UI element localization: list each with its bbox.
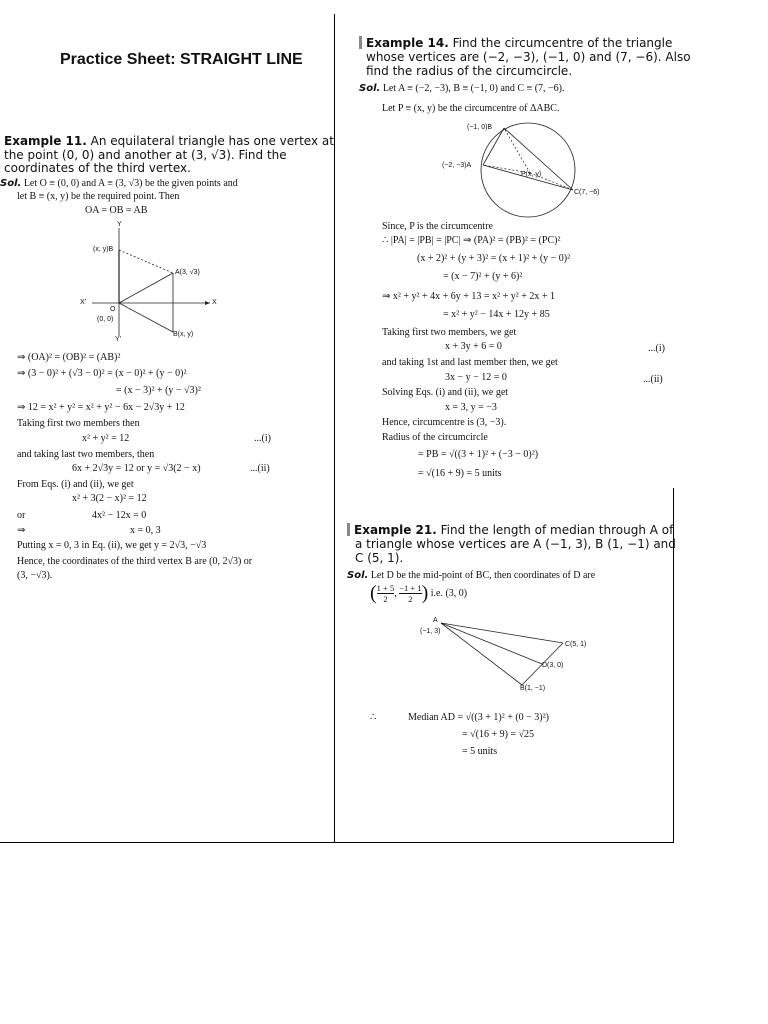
ex11-fig-y: Y: [117, 221, 122, 228]
ex11-line-18: (3, −√3).: [17, 570, 53, 581]
ex14-pb: [504, 128, 530, 173]
ex14-line-12: Solving Eqs. (i) and (ii), we get: [382, 387, 509, 398]
ex11-heading-line2: the point (0, 0) and another at (3, √3). Find the: [4, 148, 287, 162]
ex14-line-14: Hence, circumcentre is (3, −3).: [382, 417, 507, 428]
ex11-line-17: Hence, the coordinates of the third vertex B are (0, 2√3) or: [17, 556, 253, 567]
ex11-line-15: x = 0, 3: [130, 525, 161, 536]
ex11-sol-text1: Let O ≡ (0, 0) and A ≡ (3, √3) be the given points and: [23, 178, 238, 189]
ex11-line-9: ...(ii): [250, 463, 270, 474]
ex11-line-10: From Eqs. (i) and (ii), we get: [17, 479, 134, 490]
ex14-heading: [359, 36, 672, 50]
ex21-sol-line1: [347, 570, 595, 581]
ex14-line-5: = x² + y² − 14x + 12y + 85: [443, 309, 550, 320]
ex21-ac: [441, 623, 563, 643]
ex11-line-11: x² + 3(2 − x)² = 12: [72, 493, 147, 504]
ex14-line-6: Taking first two members, we get: [382, 327, 517, 338]
ex11-oa: [119, 273, 173, 303]
ex14-line-16: = PB = √((3 + 1)² + (−3 − 0)²): [418, 449, 539, 460]
ex11-fig-b2: B(x, y): [173, 331, 194, 338]
ex14-line-11: ...(ii): [643, 374, 663, 385]
ex14-line-15: Radius of the circumcircle: [382, 432, 488, 443]
ex21-fig-a: A: [433, 617, 438, 624]
ex14-line-3: = (x − 7)² + (y + 6)²: [443, 271, 523, 282]
ex14-line-13: x = 3, y = −3: [445, 402, 497, 413]
ex11-line-16: Putting x = 0, 3 in Eq. (ii), we get y = 2√3, −√3: [17, 540, 207, 551]
ex14-line-9: and taking 1st and last member then, we get: [382, 357, 558, 368]
ex11-line-5: x² + y² = 12: [82, 433, 130, 444]
ex11-heading: [4, 134, 334, 148]
ex14-sol-line1: [359, 83, 565, 94]
ex21-ab: [441, 623, 522, 685]
ex14-fig-a: (−2, −3)A: [442, 162, 472, 169]
ex21-heading-line2: a triangle whose vertices are A (−1, 3), B (1, −1) and: [355, 537, 676, 551]
ex14-heading-line2: whose vertices are (−2, −3), (−1, 0) and (7, −6). Also: [366, 50, 691, 64]
ex11-line-3: ⇒ 12 = x² + y² = x² + y² − 6x − 2√3y + 12: [17, 402, 185, 413]
ex11-fig-yneg: Y': [115, 336, 122, 343]
ex11-label: Example 11.: [4, 134, 87, 148]
ex21-fig-b: B(1, −1): [520, 685, 546, 692]
ex14-line-10: 3x − y − 12 = 0: [445, 372, 507, 383]
ex11-fig-a: A(3, √3): [175, 269, 200, 276]
ex14-circumcircle: [481, 123, 575, 217]
ex21-frac1: $\frac{1 + 5}{2}$: [376, 583, 395, 604]
ex21-line-0: ∴: [370, 712, 377, 723]
ex11-heading-line3: coordinates of the third vertex.: [4, 161, 191, 175]
ex14-fig-p: P(x, y): [521, 171, 542, 178]
ex21-frac2: $\frac{-1 + 1}{2}$: [399, 583, 422, 604]
ex11-eq-oa: OA = OB = AB: [85, 205, 148, 216]
ex21-fig-c: C(5, 1): [565, 641, 587, 648]
ex11-fig-b1: (x, y)B: [93, 246, 114, 253]
ex14-sol-text1: Let A ≡ (−2, −3), B ≡ (−1, 0) and C ≡ (7, −6).: [382, 83, 565, 94]
ex21-sol-label: Sol.: [347, 570, 369, 581]
column-divider: [334, 14, 335, 843]
ex11-fig-o: O: [110, 306, 116, 313]
ex21-fig-d: D(3, 0): [542, 662, 564, 669]
ex11-line-14: ⇒: [17, 525, 26, 536]
ex14-label: Example 14.: [366, 36, 449, 50]
ex14-line-17: = √(16 + 9) = 5 units: [418, 468, 502, 479]
ex11-line-6: ...(i): [254, 433, 271, 444]
ex21-heading-line3: C (5, 1).: [355, 551, 404, 565]
ex21-midpoint: ( $\frac{1 + 5}{2}$ , $\frac{-1 + 1}{2}$ ) i.e. (3, 0): [370, 582, 468, 604]
ex14-heading-line3: find the radius of the circumcircle.: [366, 64, 573, 78]
ex11-heading-line1: An equilateral triangle has one vertex at: [90, 134, 334, 148]
ex21-line-1: Median AD = √((3 + 1)² + (0 − 3)²): [408, 712, 549, 723]
ex14-line-8: ...(i): [648, 343, 665, 354]
ex14-line-4: ⇒ x² + y² + 4x + 6y + 13 = x² + y² + 2x + 1: [382, 291, 555, 302]
bottom-border-line: [0, 842, 674, 843]
ex14-heading-line1: Find the circumcentre of the triangle: [452, 36, 673, 50]
ex14-heading-bar: [359, 36, 362, 49]
ex11-fig-origin: (0, 0): [97, 316, 114, 323]
ex21-ie: i.e. (3, 0): [430, 588, 468, 599]
ex11-fig-x: X: [212, 299, 217, 306]
ex11-sol-line2: let B ≡ (x, y) be the required point. Then: [17, 191, 180, 202]
ex14-line-7: x + 3y + 6 = 0: [445, 341, 502, 352]
ex21-line-3: = 5 units: [462, 746, 498, 757]
ex11-line-12: or: [17, 510, 26, 521]
ex11-x-arrow: [205, 301, 210, 305]
ex21-line-2: = √(16 + 9) = √25: [462, 729, 535, 740]
ex11-line-4: Taking first two members then: [17, 418, 140, 429]
ex21-heading-line1: Find the length of median through A of: [440, 523, 674, 537]
ex11-fig-xneg: X': [80, 299, 87, 306]
ex21-heading: [347, 523, 673, 537]
ex21-heading-bar: [347, 523, 350, 536]
ex14-sol-line2: Let P ≡ (x, y) be the circumcentre of ΔABC.: [382, 103, 560, 114]
ex11-sol-line1: [0, 178, 238, 189]
ex11-line-8: 6x + 2√3y = 12 or y = √3(2 − x): [72, 463, 201, 474]
ex21-figure: [430, 615, 570, 695]
ex11-sol-label: Sol.: [0, 178, 22, 189]
ex11-line-2: = (x − 3)² + (y − √3)²: [116, 385, 201, 396]
ex14-fig-b: (−1, 0)B: [467, 124, 493, 131]
ex11-line-0: ⇒ (OA)² = (OB)² = (AB)²: [17, 352, 121, 363]
ex14-line-1: ∴ |PA| = |PB| = |PC| ⇒ (PA)² = (PB)² = (PC)²: [382, 235, 561, 246]
ex11-line-13: 4x² − 12x = 0: [92, 510, 147, 521]
ex14-ab: [483, 128, 504, 165]
ex11-line-1: ⇒ (3 − 0)² + (√3 − 0)² = (x − 0)² + (y − 0)²: [17, 368, 187, 379]
ex14-figure: [470, 118, 590, 218]
ex21-sol-text1: Let D be the mid-point of BC, then coordinates of D are: [370, 570, 596, 581]
ex14-sol-label: Sol.: [359, 83, 381, 94]
page-title: Practice Sheet: STRAIGHT LINE: [60, 51, 303, 68]
ex21-label: Example 21.: [354, 523, 437, 537]
ex11-ab1: [119, 250, 173, 273]
ex14-line-2: (x + 2)² + (y + 3)² = (x + 1)² + (y − 0)²: [417, 253, 571, 264]
ex21-fig-a-coord: (−1, 3): [420, 628, 441, 635]
ex14-line-0: Since, P is the circumcentre: [382, 221, 493, 232]
ex14-fig-c: C(7, −6): [574, 189, 600, 196]
ex11-figure: [70, 218, 220, 348]
ex21-ad: [441, 623, 542, 664]
ex11-ob2: [119, 303, 173, 332]
ex11-line-7: and taking last two members, then: [17, 449, 155, 460]
